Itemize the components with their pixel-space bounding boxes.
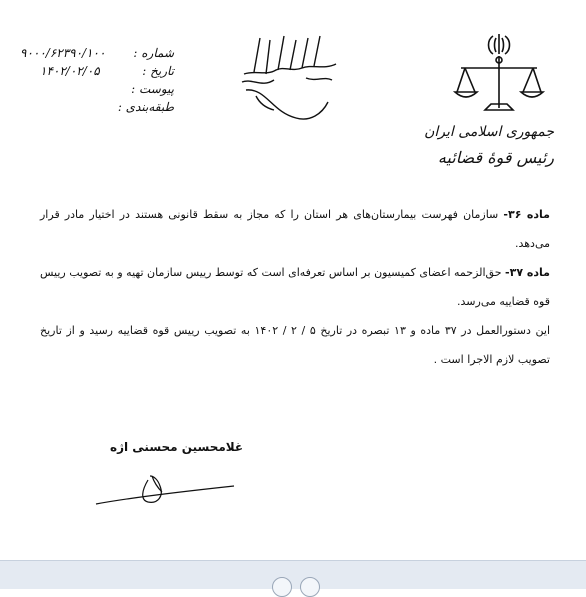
page-indicator-dot[interactable] bbox=[300, 577, 320, 597]
letterhead-emblem-block bbox=[424, 30, 554, 167]
basmala-calligraphy bbox=[236, 30, 346, 134]
signatory-name: غلامحسین محسنی اژه bbox=[110, 440, 244, 454]
classification-label: طبقه‌بندی : bbox=[117, 100, 174, 114]
meta-attachment-row bbox=[14, 82, 174, 100]
meta-classification-row bbox=[14, 100, 174, 118]
letter-meta bbox=[14, 46, 174, 118]
meta-date-row bbox=[14, 64, 174, 82]
article-36-text: سازمان فهرست بیمارستان‌های هر استان را که مجاز به سقط قانونی هستند در اختیار مادر قرار می‌دهد. bbox=[40, 208, 550, 250]
page-indicator-dot[interactable] bbox=[272, 577, 292, 597]
judiciary-emblem-icon bbox=[449, 30, 549, 118]
date-value: ۱۴۰۲/۰۲/۰۵ bbox=[40, 64, 100, 78]
article-37-text: حق‌الزحمه اعضای کمیسیون بر اساس تعرفه‌ای است که توسط رییس سازمان تهیه و به تصویب رییس قوه قضاییه می‌رسد. bbox=[40, 266, 550, 308]
number-value: ۹۰۰۰/۶۲۳۹۰/۱۰۰ bbox=[20, 46, 106, 60]
org-name: جمهوری اسلامی ایران bbox=[424, 124, 554, 140]
article-37-heading: ماده ۳۷- bbox=[505, 266, 550, 279]
office-title: رئیس قوهٔ قضائیه bbox=[437, 148, 554, 167]
article-36 bbox=[40, 200, 550, 258]
closing-paragraph: این دستورالعمل در ۳۷ ماده و ۱۳ تبصره در تاریخ ۵ / ۲ / ۱۴۰۲ به تصویب رییس قوه قضاییه رسید و از تاریخ تصویب لازم الاجرا است . bbox=[40, 324, 551, 366]
meta-number-row bbox=[14, 46, 174, 64]
signature-scribble-icon bbox=[88, 452, 238, 512]
attachment-label: پیوست : bbox=[131, 82, 174, 96]
article-36-heading: ماده ۳۶- bbox=[503, 208, 550, 221]
document-body bbox=[40, 200, 550, 374]
viewer-bottom-bar bbox=[0, 560, 586, 589]
date-label: تاریخ : bbox=[142, 64, 174, 78]
article-37 bbox=[40, 258, 550, 316]
number-label: شماره : bbox=[133, 46, 174, 60]
basmala-calligraphy-icon bbox=[236, 30, 346, 130]
